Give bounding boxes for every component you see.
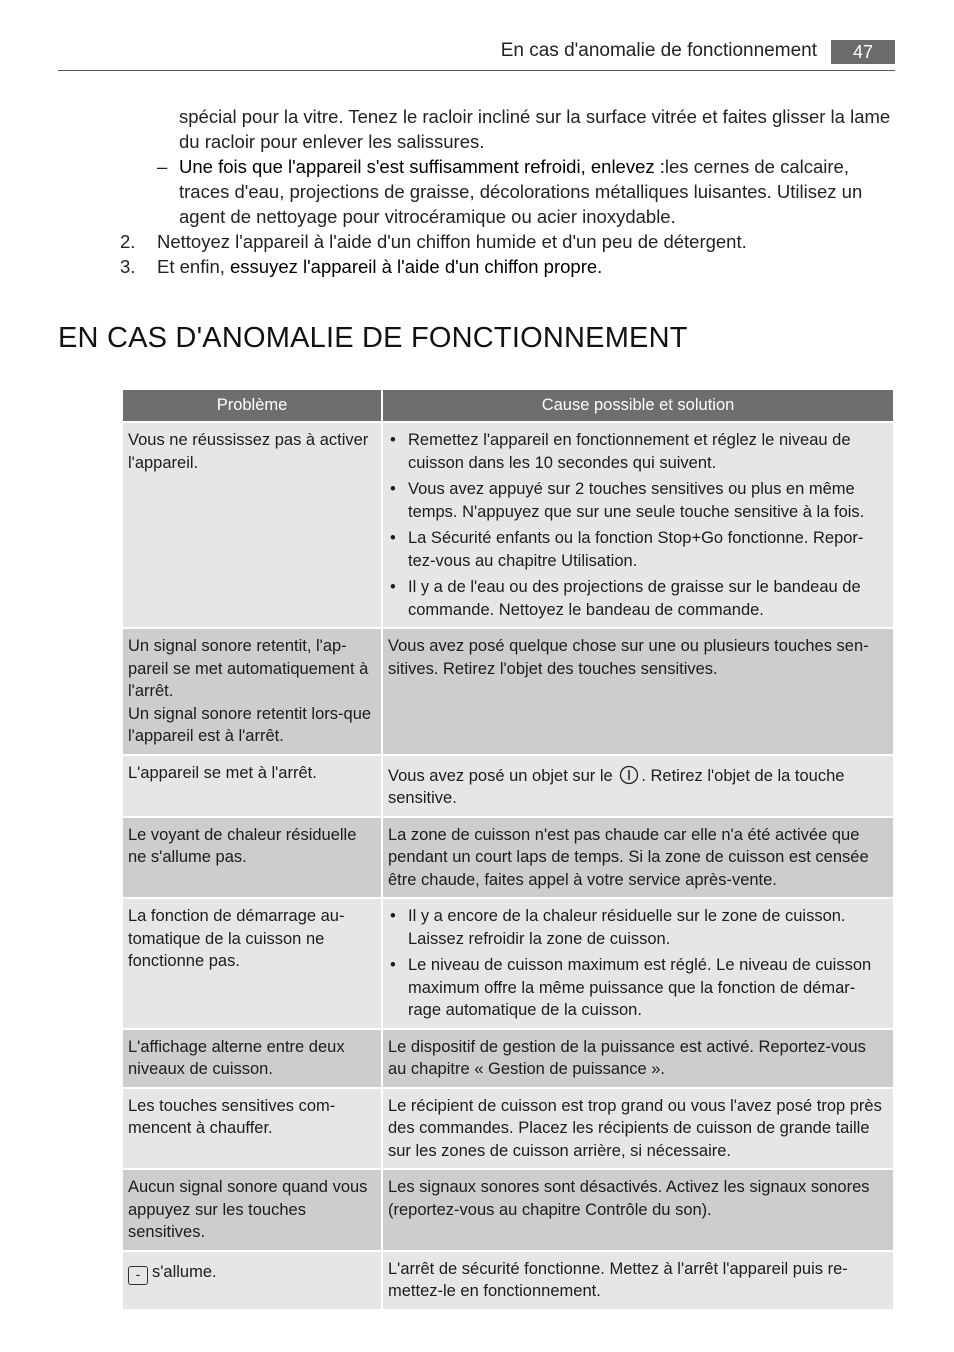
- step-2: [120, 229, 900, 254]
- table-row: [123, 1089, 893, 1169]
- table-row: [123, 423, 893, 627]
- dash-list-item: [120, 154, 900, 229]
- solution-list: [388, 905, 888, 1022]
- problem-cell: L'appareil se met à l'arrêt.: [123, 756, 381, 816]
- header-title: En cas d'anomalie de fonctionnement: [500, 40, 817, 61]
- dash-marker: –: [157, 156, 168, 177]
- bullet: •: [390, 578, 396, 596]
- problem-line: Un signal sonore retentit lors-que l'appareil est à l'arrêt.: [128, 704, 372, 745]
- problem-cell: [123, 1252, 381, 1309]
- problem-cell: Les touches sensitives com-mencent à chauffer.: [123, 1089, 381, 1169]
- list-item-text: Vous avez appuyé sur 2 touches sensitives ou plus en même temps. N'appuyez que sur une seule touche sensitive à la fois.: [408, 480, 865, 521]
- table-row: [123, 756, 893, 816]
- column-header-problem: Problème: [123, 390, 381, 421]
- bullet: •: [390, 529, 396, 547]
- bullet: •: [390, 480, 396, 498]
- solution-cell: Le récipient de cuisson est trop grand ou vous l'avez posé trop près des commandes. Placez les récipients de cuisson de grande taille sur les zones de cuisson arrière, si nécessaire.: [383, 1089, 893, 1169]
- solution-cell: La zone de cuisson n'est pas chaude car elle n'a été activée que pendant un court laps de temps. Si la zone de cuisson est censée être chaude, faites appel à votre service après-vente.: [383, 818, 893, 898]
- solution-cell: [383, 899, 893, 1028]
- dash-item-rest: les cernes de calcaire, traces d'eau, projections de graisse, décolorations métalliques luisantes. Utilisez un agent de nettoyage pour vitrocéramique ou acier inoxydable.: [179, 156, 863, 227]
- table-header-row: [123, 390, 893, 421]
- list-item: [388, 527, 888, 572]
- dash-item-emphasis: Une fois que l'appareil s'est suffisamment refroidi, enlevez :: [179, 156, 665, 177]
- list-item: [388, 576, 888, 621]
- intro-text: [120, 104, 900, 279]
- table-row: [123, 1170, 893, 1250]
- list-item: [388, 954, 888, 1022]
- solution-text-a: Vous avez posé un objet sur le: [388, 766, 618, 785]
- table-row: [123, 629, 893, 754]
- bullet: •: [390, 431, 396, 449]
- problem-cell: Aucun signal sonore quand vous appuyez sur les touches sensitives.: [123, 1170, 381, 1250]
- page-header: [58, 38, 895, 71]
- continuation-paragraph: spécial pour la vitre. Tenez le racloir incliné sur la surface vitrée et faites glisser la lame du racloir pour enlever les salissures.: [179, 106, 891, 152]
- list-item-text: La Sécurité enfants ou la fonction Stop+Go fonctionne. Repor-tez-vous au chapitre Utilisation.: [408, 529, 864, 570]
- table-row: [123, 1030, 893, 1087]
- list-item-text: Remettez l'appareil en fonctionnement et réglez le niveau de cuisson dans les 10 secondes qui suivent.: [408, 431, 851, 472]
- step-text-b: essuyez l'appareil à l'aide d'un chiffon propre.: [230, 256, 603, 277]
- solution-cell: Le dispositif de gestion de la puissance est activé. Reportez-vous au chapitre « Gestion de puissance ».: [383, 1030, 893, 1087]
- list-item: [388, 478, 888, 523]
- page-number: 47: [831, 40, 895, 64]
- power-icon: [619, 765, 639, 785]
- solution-cell: [383, 756, 893, 816]
- step-text-a: Et enfin,: [157, 256, 231, 277]
- minus-symbol-icon: -: [128, 1266, 148, 1285]
- bullet: •: [390, 956, 396, 974]
- solution-cell: [383, 423, 893, 627]
- problem-cell: Vous ne réussissez pas à activer l'appareil.: [123, 423, 381, 627]
- column-header-solution: Cause possible et solution: [383, 390, 893, 421]
- problem-cell: La fonction de démarrage au-tomatique de la cuisson ne fonctionne pas.: [123, 899, 381, 1028]
- troubleshooting-table: [121, 388, 895, 1311]
- problem-cell: [123, 629, 381, 754]
- solution-cell: L'arrêt de sécurité fonctionne. Mettez à l'arrêt l'appareil puis re-mettez-le en fonctionnement.: [383, 1252, 893, 1309]
- solution-list: [388, 429, 888, 621]
- problem-cell: L'affichage alterne entre deux niveaux de cuisson.: [123, 1030, 381, 1087]
- step-number: 3.: [120, 256, 136, 277]
- problem-text: s'allume.: [152, 1262, 217, 1281]
- solution-cell: Vous avez posé quelque chose sur une ou plusieurs touches sen-sitives. Retirez l'objet des touches sensitives.: [383, 629, 893, 754]
- step-3: [120, 254, 900, 279]
- problem-line: Un signal sonore retentit, l'ap-pareil se met automatiquement à l'arrêt.: [128, 637, 369, 700]
- section-title: EN CAS D'ANOMALIE DE FONCTIONNEMENT: [58, 322, 688, 354]
- list-item: [388, 429, 888, 474]
- list-item-text: Il y a encore de la chaleur résiduelle sur le zone de cuisson. Laissez refroidir la zone de cuisson.: [408, 907, 846, 948]
- list-item-text: Le niveau de cuisson maximum est réglé. Le niveau de cuisson maximum offre la même puissance que la fonction de démar-rage automatique de la cuisson.: [408, 956, 872, 1019]
- problem-cell: Le voyant de chaleur résiduelle ne s'allume pas.: [123, 818, 381, 898]
- solution-cell: Les signaux sonores sont désactivés. Activez les signaux sonores (reportez-vous au chapitre Contrôle du son).: [383, 1170, 893, 1250]
- step-text: Nettoyez l'appareil à l'aide d'un chiffon humide et d'un peu de détergent.: [157, 231, 747, 252]
- bullet: •: [390, 907, 396, 925]
- table-row: [123, 899, 893, 1028]
- list-item-text: Il y a de l'eau ou des projections de graisse sur le bandeau de commande. Nettoyez le bandeau de commande.: [408, 578, 861, 619]
- table-row: [123, 1252, 893, 1309]
- table-row: [123, 818, 893, 898]
- step-number: 2.: [120, 231, 136, 252]
- solution-text-b: . Retirez l'objet de la touche sensitive.: [388, 766, 845, 807]
- list-item: [388, 905, 888, 950]
